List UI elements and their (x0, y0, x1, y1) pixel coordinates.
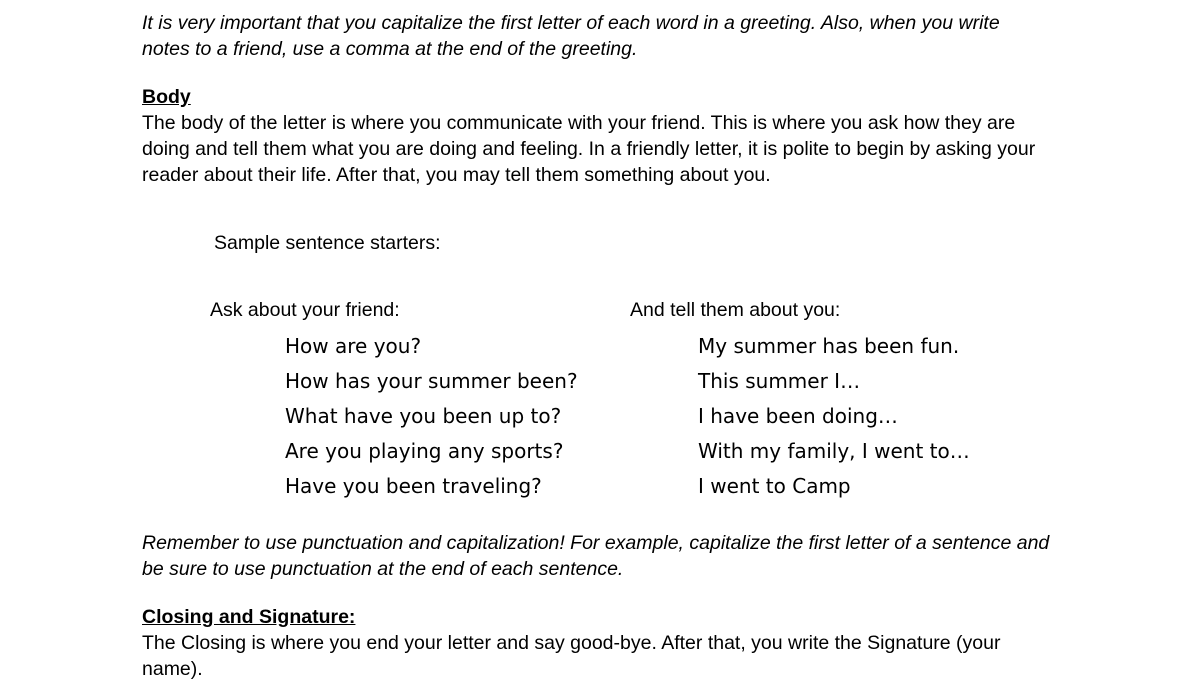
body-paragraph: The body of the letter is where you communicate with your friend. This is where you ask how they are doing and tell them what you are doing and feeling. In a friendly letter, it is polite to begin by asking your reader about their life. After that, you may tell them something about you. (142, 112, 1036, 186)
list-item: What have you been up to? (285, 404, 562, 428)
spacer (142, 582, 1050, 604)
body-heading: Body (142, 86, 191, 108)
list-item: I went to Camp (698, 474, 851, 498)
sample-starters-label: Sample sentence starters: (214, 231, 441, 254)
list-item: I have been doing… (698, 404, 898, 428)
list-item: My summer has been fun. (698, 334, 960, 358)
reminder-paragraph: Remember to use punctuation and capitalization! For example, capitalize the first letter of a sentence and be sure to use punctuation at the end of each sentence. (142, 532, 1050, 580)
closing-heading: Closing and Signature: (142, 606, 356, 628)
list-item: This summer I… (698, 369, 861, 393)
tell-about-you-list (698, 329, 1050, 504)
list-item: With my family, I went to… (698, 439, 970, 463)
spacer (142, 62, 1050, 84)
ask-about-friend-column (210, 297, 630, 504)
list-item: How has your summer been? (285, 369, 578, 393)
sentence-starter-columns (210, 297, 1050, 504)
list-item: Have you been traveling? (285, 474, 542, 498)
list-item: Are you playing any sports? (285, 439, 564, 463)
ask-about-friend-heading: Ask about your friend: (210, 299, 400, 321)
spacer (142, 188, 1050, 210)
spacer (142, 275, 1050, 297)
spacer (142, 504, 1050, 530)
list-item: How are you? (285, 334, 422, 358)
tell-about-you-column (630, 297, 1050, 504)
ask-about-friend-list (285, 329, 630, 504)
intro-paragraph: It is very important that you capitalize the first letter of each word in a greeting. Also, when you write notes to a friend, use a comma at the end of the greeting. (142, 12, 1000, 60)
closing-paragraph: The Closing is where you end your letter and say good-bye. After that, you write the Signature (your name). (142, 632, 1001, 680)
tell-about-you-heading: And tell them about you: (630, 299, 841, 321)
